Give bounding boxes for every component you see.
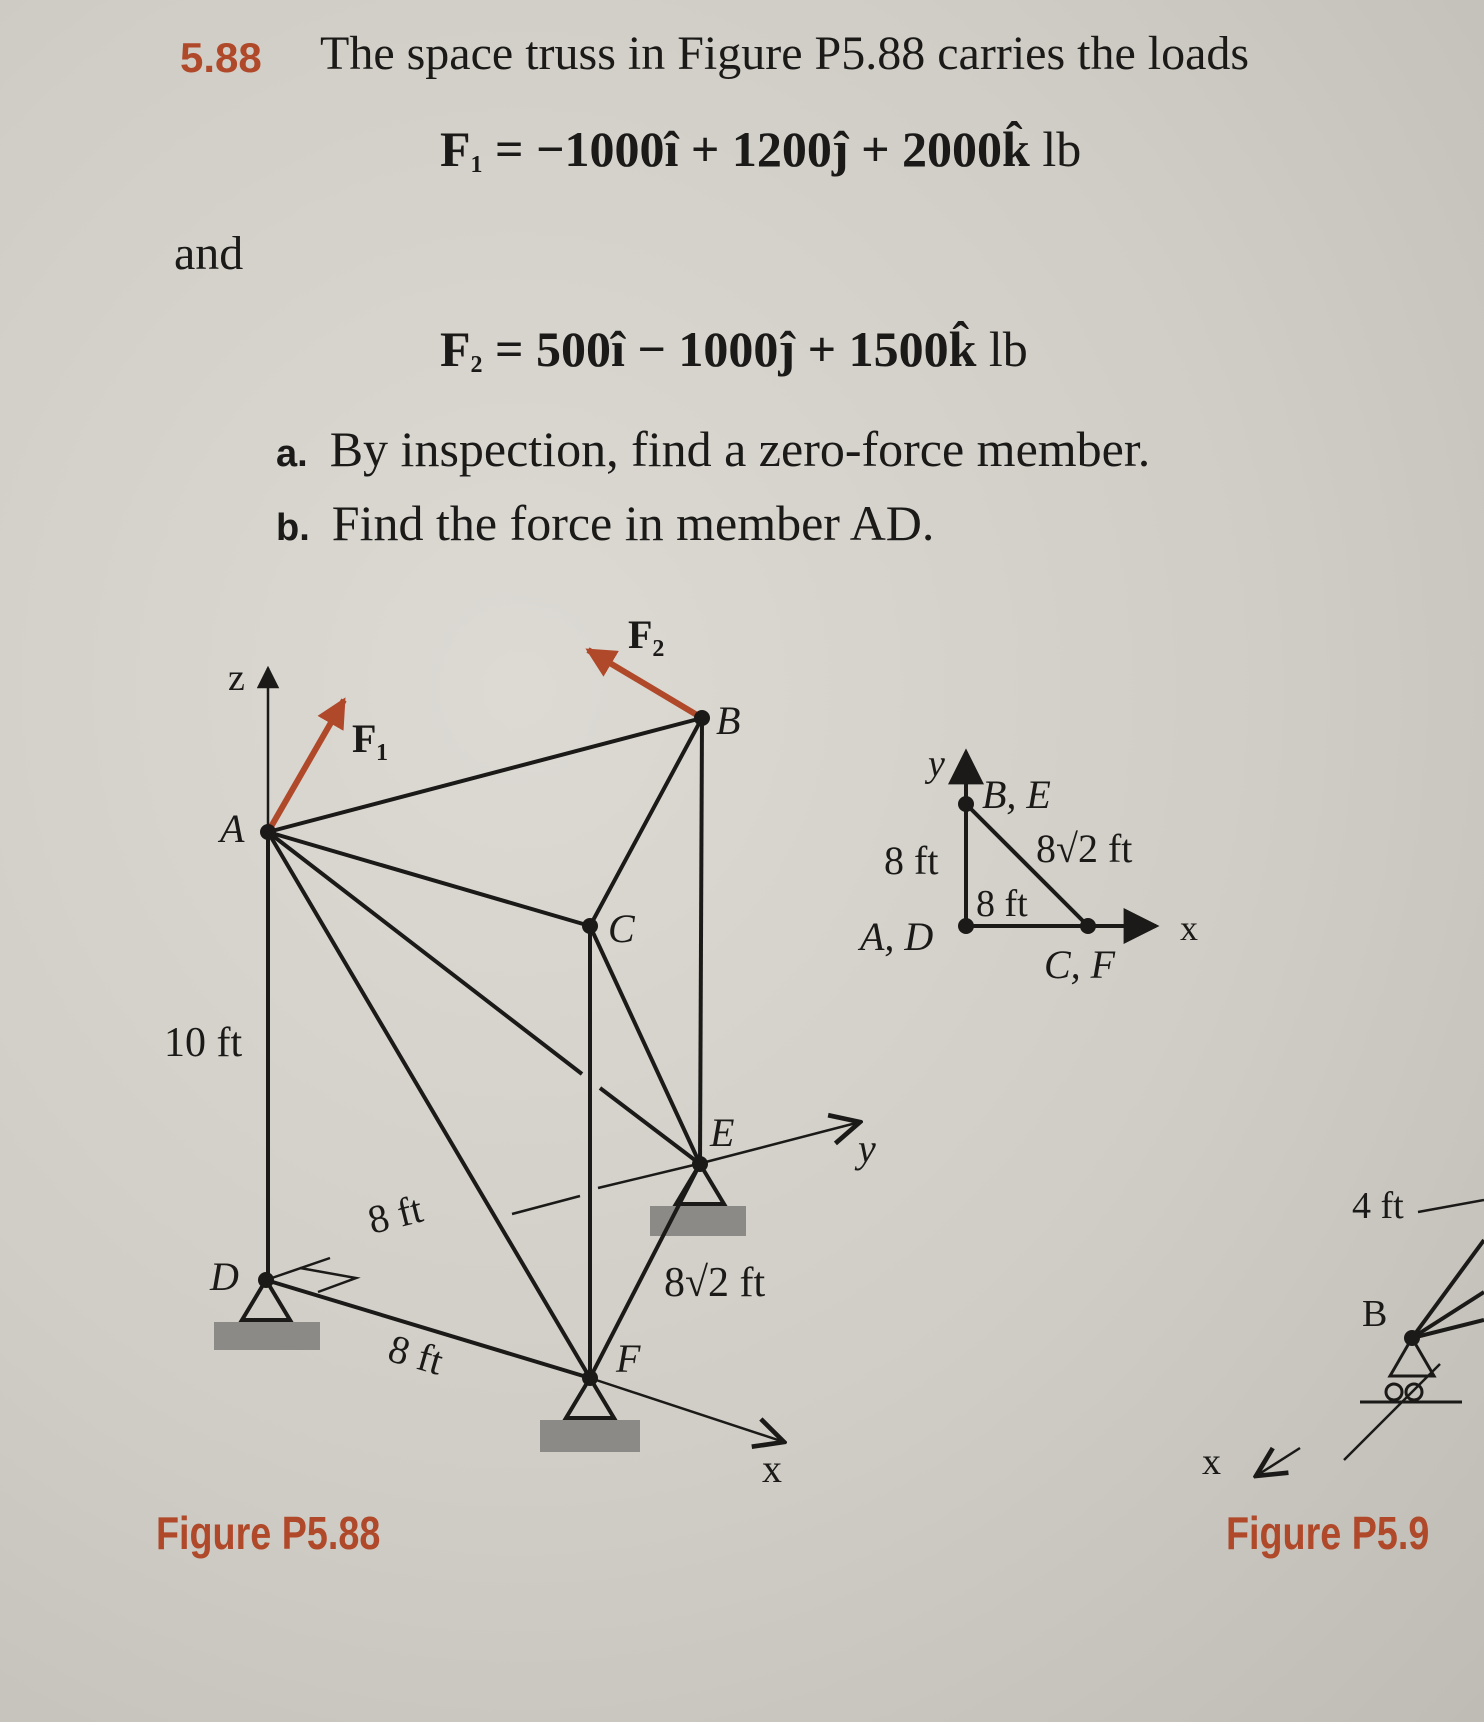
figure-caption-next: Figure P5.9 <box>1226 1507 1430 1559</box>
member-ab <box>268 718 702 832</box>
dim-ef-label: 8√2 ft <box>664 1260 766 1306</box>
node-f-label: F <box>616 1336 641 1381</box>
joint-c <box>582 918 598 934</box>
y-axis-label: y <box>858 1126 876 1171</box>
next-joint-b <box>1404 1330 1420 1346</box>
joint-b <box>694 710 710 726</box>
problem-number: 5.88 <box>180 34 262 81</box>
inset-joint-cf <box>1080 918 1096 934</box>
next-dim-leader <box>1418 1200 1484 1212</box>
truss-joints <box>258 710 710 1386</box>
part-a-text: By inspection, find a zero-force member. <box>329 421 1151 477</box>
z-axis-label: z <box>228 657 245 699</box>
f2-unit: lb <box>988 321 1028 377</box>
member-ae-upper <box>268 832 582 1074</box>
node-d-label: D <box>210 1254 239 1299</box>
joint-a <box>260 824 276 840</box>
inset-cf-label: C, F <box>1044 942 1116 987</box>
problem-statement: The space truss in Figure P5.88 carries the loads <box>320 27 1250 80</box>
next-dim-label: 4 ft <box>1352 1185 1404 1227</box>
y-axis-segment-2 <box>598 1164 698 1188</box>
next-x-arrow <box>1256 1448 1300 1476</box>
truss-figure <box>164 612 876 1491</box>
load-f1-arrow <box>268 700 344 832</box>
f2-subscript: 2 <box>470 352 483 378</box>
inset-y-label: y <box>928 743 945 785</box>
y-axis-dash <box>512 1196 580 1214</box>
next-x-label: x <box>1202 1441 1221 1483</box>
part-a-label: a. <box>276 433 308 475</box>
next-figure-partial <box>1202 1185 1484 1483</box>
next-node-label: B <box>1362 1293 1388 1335</box>
x-axis-label: x <box>762 1446 782 1491</box>
load-f2-arrow <box>588 650 702 718</box>
inset-horizontal-dim: 8 ft <box>976 883 1028 925</box>
inset-hyp-dim: 8√2 ft <box>1036 826 1133 871</box>
f1-symbol: F <box>440 121 471 177</box>
load-f1-label: F₁ <box>352 716 389 761</box>
right-angle-mark <box>300 1268 356 1292</box>
inset-joint-be <box>958 796 974 812</box>
plan-view-inset <box>857 743 1198 987</box>
f1-unit: lb <box>1042 121 1082 177</box>
inset-vertical-dim: 8 ft <box>884 838 939 883</box>
inset-be-label: B, E <box>982 772 1051 817</box>
support-e <box>650 1164 746 1236</box>
next-roller-2 <box>1406 1384 1422 1400</box>
part-b-text: Find the force in member AD. <box>331 495 935 551</box>
f1-expression: = −1000î + 1200ĵ + 2000k̂ <box>495 121 1030 177</box>
joint-d <box>258 1272 274 1288</box>
inset-x-label: x <box>1180 908 1198 948</box>
member-be <box>700 718 702 1164</box>
dim-height-label: 10 ft <box>164 1020 243 1066</box>
f1-subscript: 1 <box>470 152 483 178</box>
connector-text: and <box>174 227 244 280</box>
member-ce <box>590 926 700 1164</box>
load-f2-label: F₂ <box>628 612 665 657</box>
inset-joint-ad <box>958 918 974 934</box>
member-ae-lower <box>600 1088 700 1164</box>
dim-df-label: 8 ft <box>383 1325 449 1384</box>
f2-symbol: F <box>440 321 471 377</box>
y-axis-segment-1 <box>266 1258 330 1280</box>
next-roller-1 <box>1386 1384 1402 1400</box>
next-member-2 <box>1412 1292 1484 1338</box>
node-e-label: E <box>710 1110 735 1155</box>
figure-caption-main: Figure P5.88 <box>156 1507 381 1559</box>
joint-e <box>692 1156 708 1172</box>
truss-members <box>266 718 702 1378</box>
inset-ad-label: A, D <box>860 914 934 959</box>
node-b-label: B <box>716 698 741 743</box>
joint-f <box>582 1370 598 1386</box>
f2-expression: = 500î − 1000ĵ + 1500k̂ <box>495 321 977 377</box>
dim-de-label: 8 ft <box>363 1185 427 1243</box>
node-a-label: A <box>220 806 245 851</box>
node-c-label: C <box>608 906 635 951</box>
member-bc <box>590 718 702 926</box>
next-axis-line <box>1344 1364 1440 1460</box>
part-b-label: b. <box>276 507 310 549</box>
